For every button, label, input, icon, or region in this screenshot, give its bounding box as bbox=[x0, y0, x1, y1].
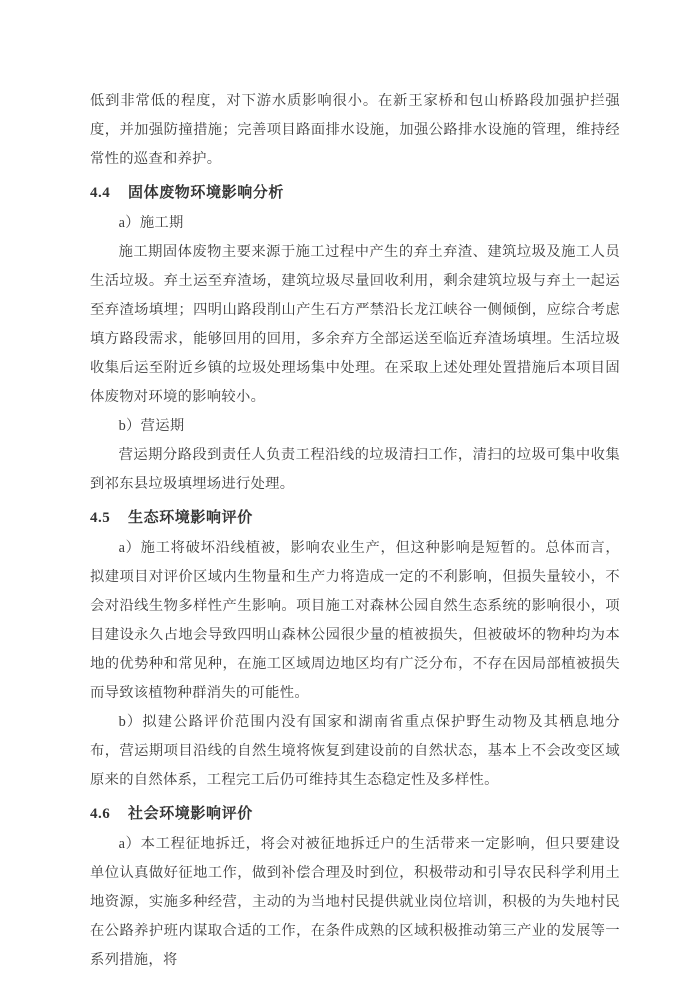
section-blocks bbox=[90, 209, 620, 499]
section-heading bbox=[90, 800, 620, 829]
body-paragraph: a）施工将破坏沿线植被，影响农业生产，但这种影响是短暂的。总体而言，拟建项目对评价区域内生物量和生产力将造成一定的不利影响，但损失量较小，不会对沿线生物多样性产生影响。项目施工对森林公园自然生态系统的影响很小，项目建设永久占地会导致四明山森林公园很少量的植被损失，但被破坏的物种均为本地的优势种和常见种，在施工区域周边地区均有广泛分布，不存在因局部植被损失而导致该植物种群消失的可能性。 bbox=[90, 540, 620, 701]
sections-container bbox=[90, 179, 620, 975]
section-heading bbox=[90, 179, 620, 208]
section-blocks bbox=[90, 534, 620, 795]
section-blocks bbox=[90, 830, 620, 975]
section-number: 4.5 bbox=[90, 510, 111, 526]
intro-paragraph: 低到非常低的程度，对下游水质影响很小。在新王家桥和包山桥路段加强护拦强度，并加强防撞措施；完善项目路面排水设施，加强公路排水设施的管理，维持经常性的巡查和养护。 bbox=[90, 93, 620, 167]
section-number: 4.6 bbox=[90, 806, 111, 822]
body-paragraph: b）拟建公路评价范围内没有国家和湖南省重点保护野生动物及其栖息地分布，营运期项目沿线的自然生境将恢复到建设前的自然状态，基本上不会改变区域原来的自然体系，工程完工后仍可维持其生态稳定性及多样性。 bbox=[90, 714, 620, 788]
list-subheading: a）施工期 bbox=[118, 215, 184, 231]
section-number: 4.4 bbox=[90, 185, 111, 201]
section-title: 固体废物环境影响分析 bbox=[128, 185, 285, 201]
section-title: 生态环境影响评价 bbox=[128, 510, 253, 526]
body-paragraph: 营运期分路段到责任人负责工程沿线的垃圾清扫工作，清扫的垃圾可集中收集到祁东县垃圾填埋场进行处理。 bbox=[90, 447, 620, 492]
section-title: 社会环境影响评价 bbox=[128, 806, 253, 822]
body-paragraph: 施工期固体废物主要来源于施工过程中产生的弃土弃渣、建筑垃圾及施工人员生活垃圾。弃土运至弃渣场，建筑垃圾尽量回收利用，剩余建筑垃圾与弃土一起运至弃渣场填埋；四明山路段削山产生石方严禁沿长龙江峡谷一侧倾倒，应综合考虑填方路段需求，能够回用的回用，多余弃方全部运送至临近弃渣场填埋。生活垃圾收集后运至附近乡镇的垃圾处理场集中处理。在采取上述处理处置措施后本项目固体废物对环境的影响较小。 bbox=[90, 244, 620, 405]
document-section bbox=[90, 179, 620, 499]
section-heading bbox=[90, 504, 620, 533]
document-section bbox=[90, 800, 620, 975]
list-subheading: b）营运期 bbox=[118, 418, 185, 434]
document-section bbox=[90, 504, 620, 795]
body-paragraph: a）本工程征地拆迁，将会对被征地拆迁户的生活带来一定影响，但只要建设单位认真做好征地工作，做到补偿合理及时到位，积极带动和引导农民科学利用土地资源，实施多种经营，主动的为当地村民提供就业岗位培训，积极的为失地村民在公路养护班内谋取合适的工作，在条件成熟的区域积极推动第三产业的发展等一系列措施，将 bbox=[90, 836, 620, 968]
